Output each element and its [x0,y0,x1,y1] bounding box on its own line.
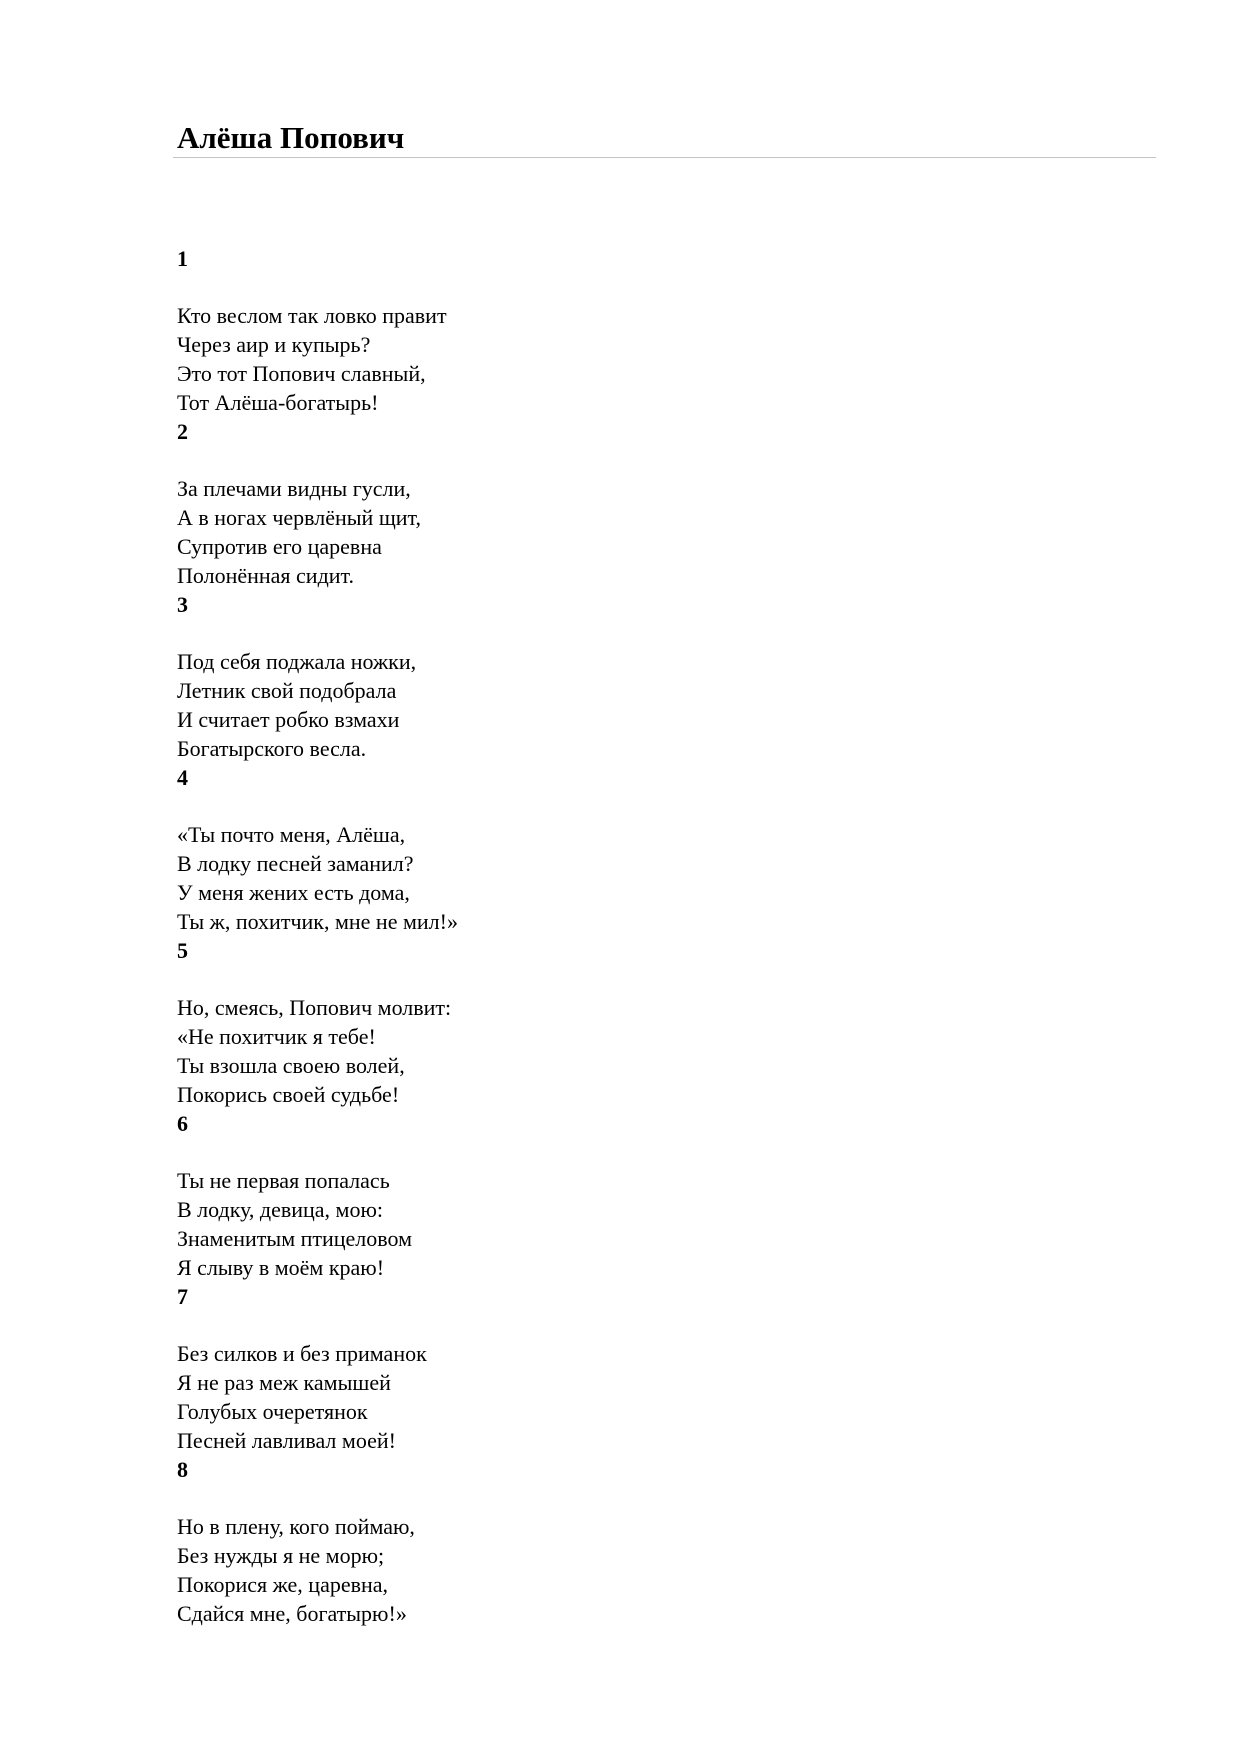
poem-line: У меня жених есть дома, [177,880,410,905]
title-divider [173,157,1156,158]
poem-line: Ты ж, похитчик, мне не мил!» [177,909,458,934]
poem-line: Знаменитым птицеловом [177,1226,413,1251]
poem-line: Песней лавливал моей! [177,1428,396,1453]
poem-line: Без нужды я не морю; [177,1543,385,1568]
poem-line: В лодку песней заманил? [177,851,414,876]
stanza-number: 8 [177,1457,188,1482]
stanza-number: 6 [177,1111,188,1136]
stanza-1 [177,244,977,417]
poem-line: Но в плену, кого поймаю, [177,1514,415,1539]
stanza-number: 1 [177,246,188,271]
poem-line: Богатырского весла. [177,736,367,761]
stanza-number: 4 [177,765,188,790]
stanza-7 [177,1282,977,1455]
poem-line: Без силков и без приманок [177,1341,427,1366]
poem-line: Летник свой подобрала [177,678,397,703]
poem-line: Покорись своей судьбе! [177,1082,400,1107]
stanza-6 [177,1109,977,1282]
stanza-5 [177,936,977,1109]
poem-line: Тот Алёша-богатырь! [177,390,379,415]
poem-line: Через аир и купырь? [177,332,371,357]
poem-line: Сдайся мне, богатырю!» [177,1601,407,1626]
page-title: Алёша Попович [177,120,405,155]
poem-line: За плечами видны гусли, [177,476,411,501]
stanza-8 [177,1455,977,1628]
poem-line: Я не раз меж камышей [177,1370,391,1395]
poem-line: А в ногах червлёный щит, [177,505,422,530]
poem-line: И считает робко взмахи [177,707,400,732]
poem-line: Супротив его царевна [177,534,382,559]
poem-body [177,244,977,1628]
poem-line: Кто веслом так ловко правит [177,303,447,328]
poem-line: В лодку, девица, мою: [177,1197,384,1222]
poem-line: Я слыву в моём краю! [177,1255,385,1280]
poem-line: «Не похитчик я тебе! [177,1024,376,1049]
stanza-number: 7 [177,1284,188,1309]
poem-line: Но, смеясь, Попович молвит: [177,995,452,1020]
poem-line: «Ты почто меня, Алёша, [177,822,406,847]
stanza-3 [177,590,977,763]
poem-line: Полонённая сидит. [177,563,355,588]
poem-line: Под себя поджала ножки, [177,649,417,674]
poem-line: Ты взошла своею волей, [177,1053,405,1078]
poem-line: Ты не первая попалась [177,1168,390,1193]
poem-line: Покорися же, царевна, [177,1572,389,1597]
stanza-4 [177,763,977,936]
poem-line: Это тот Попович славный, [177,361,426,386]
stanza-2 [177,417,977,590]
poem-line: Голубых очеретянок [177,1399,368,1424]
stanza-number: 3 [177,592,188,617]
stanza-number: 2 [177,419,188,444]
stanza-number: 5 [177,938,188,963]
